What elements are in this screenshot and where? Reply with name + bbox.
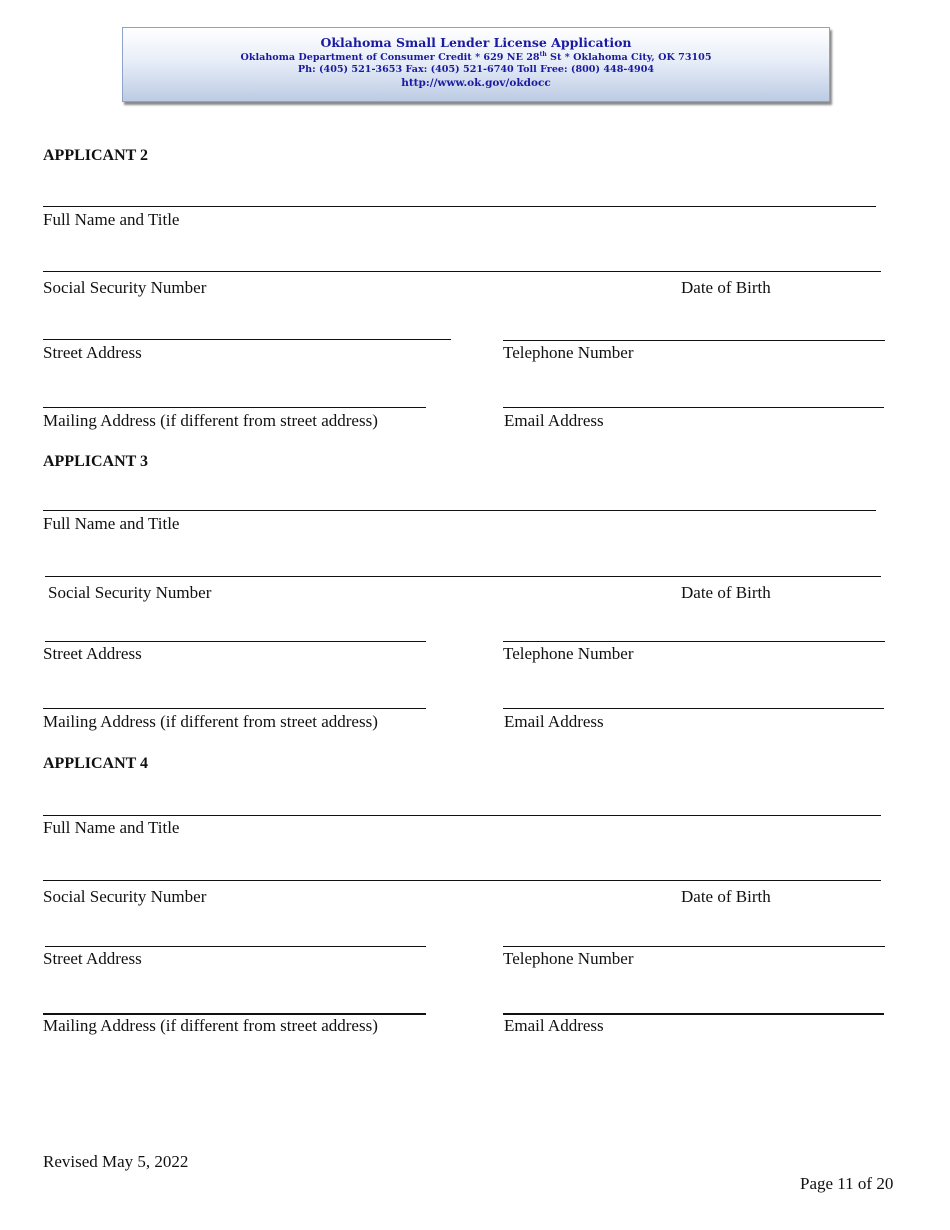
mailing-address-field[interactable] xyxy=(43,1013,426,1015)
ssn-label: Social Security Number xyxy=(43,278,207,297)
street-address-label: Street Address xyxy=(43,644,142,663)
full-name-field[interactable] xyxy=(43,815,881,816)
ssn-dob-field[interactable] xyxy=(43,271,881,272)
full-name-label: Full Name and Title xyxy=(43,210,180,229)
applicant-2-heading: APPLICANT 2 xyxy=(43,147,149,164)
telephone-field[interactable] xyxy=(503,641,885,642)
email-label: Email Address xyxy=(504,411,604,430)
dob-label: Date of Birth xyxy=(681,887,771,906)
header-banner xyxy=(122,27,830,102)
street-address-label: Street Address xyxy=(43,343,142,362)
agency-address: Oklahoma Department of Consumer Credit * 629 NE 28th St * Oklahoma City, OK 73105 xyxy=(240,51,712,64)
form-title: Oklahoma Small Lender License Application xyxy=(320,35,632,50)
applicant-3-heading: APPLICANT 3 xyxy=(43,453,149,470)
full-name-field[interactable] xyxy=(43,206,876,207)
page-number: Page 11 of 20 xyxy=(800,1174,894,1193)
street-address-field[interactable] xyxy=(45,641,426,642)
telephone-field[interactable] xyxy=(503,340,885,341)
street-address-field[interactable] xyxy=(43,339,451,340)
email-label: Email Address xyxy=(504,1016,604,1035)
email-field[interactable] xyxy=(503,1013,884,1015)
mailing-address-label: Mailing Address (if different from street address) xyxy=(43,1016,378,1035)
email-label: Email Address xyxy=(504,712,604,731)
telephone-label: Telephone Number xyxy=(503,949,634,968)
telephone-label: Telephone Number xyxy=(503,644,634,663)
email-field[interactable] xyxy=(503,407,884,408)
dob-label: Date of Birth xyxy=(681,583,771,602)
ssn-dob-field[interactable] xyxy=(45,576,881,577)
dob-label: Date of Birth xyxy=(681,278,771,297)
mailing-address-field[interactable] xyxy=(43,407,426,408)
revised-date: Revised May 5, 2022 xyxy=(43,1152,189,1171)
mailing-address-field[interactable] xyxy=(43,708,426,709)
mailing-address-label: Mailing Address (if different from street address) xyxy=(43,712,378,731)
agency-url[interactable]: http://www.ok.gov/okdocc xyxy=(401,77,551,89)
ssn-label: Social Security Number xyxy=(48,583,212,602)
mailing-address-label: Mailing Address (if different from street address) xyxy=(43,411,378,430)
telephone-field[interactable] xyxy=(503,946,885,947)
full-name-label: Full Name and Title xyxy=(43,818,180,837)
applicant-4-heading: APPLICANT 4 xyxy=(43,755,149,772)
ssn-dob-field[interactable] xyxy=(43,880,881,881)
agency-phones: Ph: (405) 521-3653 Fax: (405) 521-6740 Toll Free: (800) 448-4904 xyxy=(297,64,655,75)
street-address-label: Street Address xyxy=(43,949,142,968)
street-address-field[interactable] xyxy=(45,946,426,947)
telephone-label: Telephone Number xyxy=(503,343,634,362)
email-field[interactable] xyxy=(503,708,884,709)
full-name-label: Full Name and Title xyxy=(43,514,180,533)
full-name-field[interactable] xyxy=(43,510,876,511)
ssn-label: Social Security Number xyxy=(43,887,207,906)
